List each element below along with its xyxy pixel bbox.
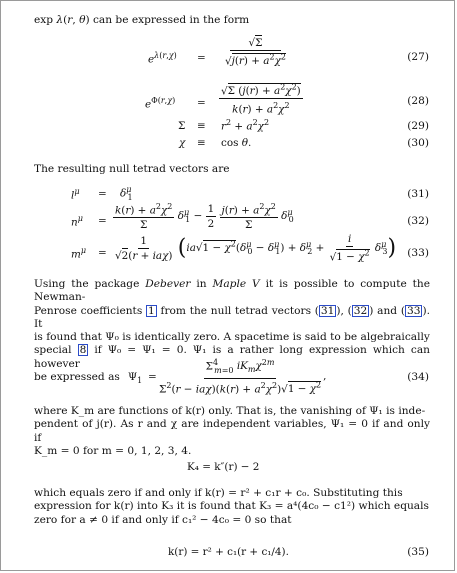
eq34-number: (34) [407, 371, 429, 383]
eq33-op: = [98, 247, 107, 259]
eq28-number: (28) [407, 95, 429, 107]
eq29-op: ≡ [197, 120, 206, 132]
eq30-op: ≡ [197, 137, 206, 149]
eq27-lhs: $e^{\lambda(r,\chi)}$ [148, 51, 177, 66]
eq27-rhs: $\frac{√\Sigma}{√j(r) + a^2\chi^2}$ [225, 37, 286, 68]
para-final: which equals zero if and only if k(r) = r² + c₁r + c₀. Substituting this expression for k(r) into K₃ it is found that K₃ = a⁴(4c₀ − c1²) which equals zero for a ≠ 0 if and only if c₁² − 4c₀ = 0 so that [34, 487, 429, 526]
eq31-op: = [98, 188, 107, 200]
eq-k4: K₄ = k″(r) − 2 [187, 461, 260, 473]
software-name: Maple V [212, 278, 260, 290]
eq28-lhs: $e^{\Phi(r,\chi)}$ [145, 96, 176, 111]
para-km: where K_m are functions of k(r) only. That is, the vanishing of Ψ₁ is inde- pendent of j(r). As r and χ are independent variables, Ψ₁ = 0 if and only if K_m = 0 for m = 0, 1, 2, 3, 4. [34, 405, 430, 457]
para-tetrad: The resulting null tetrad vectors are [34, 163, 230, 175]
eq27-op: = [197, 52, 206, 64]
eq34-op: = [148, 371, 157, 383]
eq29-number: (29) [407, 120, 429, 132]
eq31-lhs: $l^\mu$ [71, 187, 80, 202]
eq32-op: = [98, 215, 107, 227]
citation-link-8[interactable]: 8 [79, 344, 87, 357]
eq33-number: (33) [407, 247, 429, 259]
citation-link-1[interactable]: 1 [148, 304, 155, 317]
eq32-number: (32) [407, 215, 429, 227]
eq32-rhs: $\frac{k(r) + a^2\chi^2}{\Sigma}$ $\delta^\mu_1$ − $\frac{1}{2}$ $\frac{j(r) + a^2\chi^2}{\Sigma}$ $\delta^\mu_0$ [115, 202, 294, 232]
eq28-op: = [197, 97, 206, 109]
eq30-rhs: cos θ. [221, 137, 252, 149]
eq-link-33[interactable]: 33 [407, 304, 421, 317]
eq34-lhs: $\Psi_1$ [128, 371, 143, 386]
eq35-rhs: k(r) = r² + c₁(r + c₁/4). [168, 546, 289, 558]
eq34-rhs: $\frac{\Sigma^4_{m=0} iK_m\chi^{2m}}{\Sigma^2(r - ia\chi)(k(r) + a^2\chi^2)√1 - \chi^2}$ , [159, 358, 327, 396]
eq30-number: (30) [407, 137, 429, 149]
eq33-lhs: $m^\mu$ [71, 246, 87, 261]
eq29-lhs: Σ [178, 120, 186, 132]
eq33-rhs: $\frac{1}{\text{√2(r + iaχ)}}$ ($ia√1 - \chi^2(\delta^\mu_0 - \delta^\mu_1) + \delta^\mu_2$ + $\frac{i}{√1 - \chi^2}$ $\delta^\mu_3$) [115, 233, 397, 264]
eq31-number: (31) [407, 188, 429, 200]
eq-link-31[interactable]: 31 [320, 304, 335, 317]
eq-link-32[interactable]: 32 [353, 304, 368, 317]
eq27-number: (27) [407, 51, 429, 63]
package-name: Debever [145, 278, 191, 290]
eq31-rhs: $\delta^\mu_1$ [120, 185, 133, 202]
eq29-rhs: $r^2 + a^2\chi^2$ [221, 118, 270, 133]
para-debever: Using the package Debever in Maple V it is possible to compute the Newman- Penrose coefficients 1 from the null tetrad vectors ( 31 ), ( 32 ) and ( 33 ). It is found that Ψ₀ is identically zero. A spacetime is said to be algebraically special 8 if Ψ₀ = Ψ₁ = 0. Ψ₁ is a rather long expression which can however be expressed as [34, 278, 431, 384]
eq32-lhs: $n^\mu$ [71, 214, 83, 229]
eq30-lhs: χ [179, 137, 186, 149]
intro-line: exp λ(r, θ) can be expressed in the form [34, 14, 250, 26]
eq28-rhs: $\frac{√\Sigma (j(r) + a^2\chi^2)}{k(r) + a^2\chi^2}$ [221, 83, 301, 116]
eq35-number: (35) [407, 546, 429, 558]
